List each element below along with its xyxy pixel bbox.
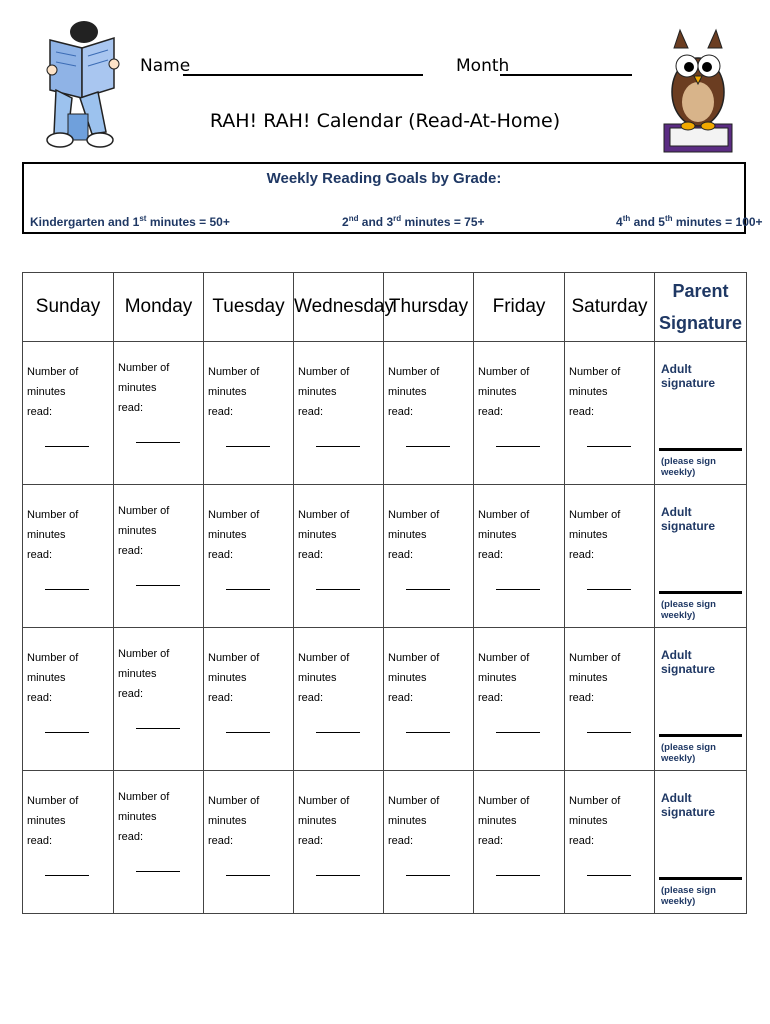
day-cell[interactable] bbox=[114, 628, 204, 771]
goal-45-a: 4 bbox=[616, 215, 623, 229]
minutes-read-label bbox=[569, 362, 655, 422]
minutes-label-line1: Number of minutes bbox=[388, 366, 440, 398]
week-row bbox=[23, 628, 747, 771]
header-saturday: Saturday bbox=[565, 273, 655, 342]
minutes-label-line2: read: bbox=[569, 406, 595, 418]
minutes-label-line1: Number of minutes bbox=[388, 795, 440, 827]
day-cell[interactable] bbox=[23, 485, 114, 628]
header-monday: Monday bbox=[114, 273, 204, 342]
minutes-read-label bbox=[208, 648, 294, 708]
header-tuesday: Tuesday bbox=[204, 273, 294, 342]
minutes-read-label bbox=[27, 791, 113, 851]
reading-calendar-table bbox=[22, 272, 747, 914]
minutes-read-label bbox=[208, 791, 294, 851]
minutes-label-line1: Number of minutes bbox=[478, 366, 530, 398]
day-cell[interactable] bbox=[474, 485, 565, 628]
day-cell[interactable] bbox=[565, 628, 655, 771]
minutes-blank-line[interactable] bbox=[406, 875, 450, 876]
goal-45-minutes: minutes = 100+ bbox=[672, 215, 763, 229]
parent-header-line1: Parent bbox=[672, 281, 729, 301]
day-cell[interactable] bbox=[565, 342, 655, 485]
minutes-blank-line[interactable] bbox=[316, 446, 360, 447]
minutes-label-line2: read: bbox=[569, 692, 595, 704]
minutes-blank-line[interactable] bbox=[406, 589, 450, 590]
adult-signature-label: Adult signature bbox=[661, 791, 716, 819]
minutes-label-line1: Number of minutes bbox=[478, 652, 530, 684]
minutes-label-line1: Number of minutes bbox=[298, 509, 350, 541]
parent-signature-cell[interactable] bbox=[655, 628, 747, 771]
minutes-label-line1: Number of minutes bbox=[388, 509, 440, 541]
minutes-read-label bbox=[478, 648, 564, 708]
minutes-blank-line[interactable] bbox=[45, 875, 89, 876]
minutes-blank-line[interactable] bbox=[496, 446, 540, 447]
minutes-label-line2: read: bbox=[27, 835, 53, 847]
minutes-blank-line[interactable] bbox=[226, 589, 270, 590]
minutes-label-line2: read: bbox=[298, 406, 324, 418]
minutes-label-line2: read: bbox=[298, 692, 324, 704]
day-cell[interactable] bbox=[384, 342, 474, 485]
day-cell[interactable] bbox=[23, 628, 114, 771]
minutes-label-line2: read: bbox=[27, 692, 53, 704]
adult-signature-label: Adult signature bbox=[661, 648, 716, 676]
goal-23-a: 2 bbox=[342, 215, 349, 229]
minutes-label-line2: read: bbox=[118, 545, 144, 557]
minutes-read-label bbox=[27, 648, 113, 708]
minutes-label-line2: read: bbox=[569, 835, 595, 847]
minutes-read-label bbox=[118, 501, 204, 561]
minutes-label-line2: read: bbox=[478, 549, 504, 561]
day-cell[interactable] bbox=[294, 771, 384, 914]
minutes-read-label bbox=[208, 362, 294, 422]
minutes-label-line2: read: bbox=[118, 688, 144, 700]
minutes-label-line2: read: bbox=[298, 549, 324, 561]
minutes-read-label bbox=[478, 362, 564, 422]
day-cell[interactable] bbox=[294, 485, 384, 628]
please-sign-note: (please sign weekly) bbox=[661, 885, 716, 907]
day-cell[interactable] bbox=[384, 771, 474, 914]
day-header-row bbox=[23, 273, 747, 342]
minutes-label-line1: Number of minutes bbox=[298, 652, 350, 684]
minutes-blank-line[interactable] bbox=[45, 446, 89, 447]
goal-k1-text: Kindergarten and 1 bbox=[30, 215, 140, 229]
day-cell[interactable] bbox=[204, 771, 294, 914]
goal-45-a-sup: th bbox=[622, 214, 631, 223]
header-parent-signature bbox=[655, 273, 747, 342]
adult-signature-label: Adult signature bbox=[661, 505, 716, 533]
goal-k1-minutes: minutes = 50+ bbox=[146, 215, 230, 229]
parent-signature-cell[interactable] bbox=[655, 771, 747, 914]
day-cell[interactable] bbox=[565, 485, 655, 628]
minutes-blank-line[interactable] bbox=[316, 589, 360, 590]
day-cell[interactable] bbox=[204, 485, 294, 628]
minutes-label-line1: Number of minutes bbox=[478, 795, 530, 827]
minutes-label-line2: read: bbox=[27, 549, 53, 561]
minutes-read-label bbox=[118, 644, 204, 704]
minutes-label-line1: Number of minutes bbox=[118, 362, 170, 394]
minutes-blank-line[interactable] bbox=[496, 875, 540, 876]
child-reading-book-icon bbox=[42, 18, 124, 154]
minutes-blank-line[interactable] bbox=[587, 446, 631, 447]
day-cell[interactable] bbox=[474, 342, 565, 485]
day-cell[interactable] bbox=[23, 771, 114, 914]
signature-line[interactable] bbox=[659, 591, 742, 594]
minutes-blank-line[interactable] bbox=[136, 442, 180, 443]
day-cell[interactable] bbox=[204, 628, 294, 771]
minutes-read-label bbox=[298, 362, 384, 422]
minutes-read-label bbox=[298, 505, 384, 565]
minutes-label-line2: read: bbox=[27, 406, 53, 418]
goal-45-mid: and 5 bbox=[630, 215, 665, 229]
minutes-read-label bbox=[298, 648, 384, 708]
goal-k1-sup: st bbox=[139, 214, 147, 223]
minutes-label-line2: read: bbox=[208, 406, 234, 418]
minutes-read-label bbox=[118, 358, 204, 418]
day-cell[interactable] bbox=[384, 485, 474, 628]
minutes-label-line1: Number of minutes bbox=[27, 509, 79, 541]
day-cell[interactable] bbox=[565, 771, 655, 914]
minutes-blank-line[interactable] bbox=[496, 732, 540, 733]
day-cell[interactable] bbox=[474, 771, 565, 914]
minutes-read-label bbox=[569, 505, 655, 565]
name-label: Name bbox=[140, 56, 191, 76]
adult-signature-label: Adult signature bbox=[661, 362, 716, 390]
please-sign-note: (please sign weekly) bbox=[661, 456, 716, 478]
minutes-label-line2: read: bbox=[388, 406, 414, 418]
minutes-blank-line[interactable] bbox=[406, 732, 450, 733]
minutes-blank-line[interactable] bbox=[316, 732, 360, 733]
minutes-label-line2: read: bbox=[208, 549, 234, 561]
minutes-blank-line[interactable] bbox=[316, 875, 360, 876]
header-thursday: Thursday bbox=[384, 273, 474, 342]
minutes-blank-line[interactable] bbox=[587, 589, 631, 590]
minutes-read-label bbox=[388, 505, 474, 565]
minutes-blank-line[interactable] bbox=[226, 446, 270, 447]
goal-23 bbox=[342, 214, 485, 229]
day-cell[interactable] bbox=[474, 628, 565, 771]
minutes-label-line1: Number of minutes bbox=[298, 366, 350, 398]
day-cell[interactable] bbox=[114, 342, 204, 485]
owl-with-book-icon bbox=[660, 26, 736, 156]
goal-k1 bbox=[30, 214, 230, 229]
minutes-read-label bbox=[388, 791, 474, 851]
minutes-label-line2: read: bbox=[388, 549, 414, 561]
goal-23-b-sup: rd bbox=[393, 214, 402, 223]
minutes-label-line2: read: bbox=[208, 835, 234, 847]
goal-45-b-sup: th bbox=[664, 214, 673, 223]
minutes-blank-line[interactable] bbox=[496, 589, 540, 590]
minutes-read-label bbox=[478, 505, 564, 565]
minutes-label-line1: Number of minutes bbox=[27, 795, 79, 827]
calendar-weeks bbox=[23, 342, 747, 914]
goal-23-minutes: minutes = 75+ bbox=[401, 215, 485, 229]
minutes-blank-line[interactable] bbox=[226, 875, 270, 876]
minutes-label-line1: Number of minutes bbox=[208, 509, 260, 541]
minutes-read-label bbox=[208, 505, 294, 565]
page-title: RAH! RAH! Calendar (Read-At-Home) bbox=[209, 110, 561, 132]
parent-signature-cell[interactable] bbox=[655, 342, 747, 485]
minutes-blank-line[interactable] bbox=[226, 732, 270, 733]
minutes-label-line2: read: bbox=[388, 835, 414, 847]
goal-45 bbox=[616, 214, 763, 229]
goal-23-mid: and 3 bbox=[358, 215, 394, 229]
signature-line[interactable] bbox=[659, 734, 742, 737]
minutes-label-line2: read: bbox=[478, 692, 504, 704]
day-cell[interactable] bbox=[384, 628, 474, 771]
minutes-label-line1: Number of minutes bbox=[118, 791, 170, 823]
day-cell[interactable] bbox=[204, 342, 294, 485]
minutes-label-line1: Number of minutes bbox=[27, 652, 79, 684]
please-sign-note: (please sign weekly) bbox=[661, 742, 716, 764]
minutes-label-line1: Number of minutes bbox=[27, 366, 79, 398]
minutes-blank-line[interactable] bbox=[136, 871, 180, 872]
minutes-read-label bbox=[569, 791, 655, 851]
minutes-read-label bbox=[298, 791, 384, 851]
minutes-label-line1: Number of minutes bbox=[569, 366, 621, 398]
minutes-read-label bbox=[27, 362, 113, 422]
week-row bbox=[23, 342, 747, 485]
minutes-label-line2: read: bbox=[118, 831, 144, 843]
header-friday: Friday bbox=[474, 273, 565, 342]
minutes-label-line2: read: bbox=[569, 549, 595, 561]
day-cell[interactable] bbox=[114, 771, 204, 914]
minutes-label-line2: read: bbox=[478, 406, 504, 418]
minutes-label-line2: read: bbox=[298, 835, 324, 847]
minutes-label-line2: read: bbox=[208, 692, 234, 704]
minutes-label-line1: Number of minutes bbox=[388, 652, 440, 684]
minutes-label-line1: Number of minutes bbox=[118, 648, 170, 680]
parent-header-line2: Signature bbox=[658, 313, 742, 333]
reading-goals-box bbox=[22, 162, 763, 234]
goals-title: Weekly Reading Goals by Grade: bbox=[266, 170, 502, 187]
minutes-label-line2: read: bbox=[478, 835, 504, 847]
name-field-line[interactable] bbox=[183, 74, 423, 76]
minutes-blank-line[interactable] bbox=[136, 585, 180, 586]
signature-line[interactable] bbox=[659, 448, 742, 451]
minutes-label-line2: read: bbox=[118, 402, 144, 414]
minutes-label-line1: Number of minutes bbox=[569, 795, 621, 827]
minutes-read-label bbox=[118, 787, 204, 847]
header-wednesday: Wednesday bbox=[294, 273, 384, 342]
day-cell[interactable] bbox=[114, 485, 204, 628]
minutes-read-label bbox=[569, 648, 655, 708]
minutes-label-line1: Number of minutes bbox=[569, 509, 621, 541]
minutes-read-label bbox=[388, 648, 474, 708]
month-field-line[interactable] bbox=[500, 74, 632, 76]
minutes-read-label bbox=[478, 791, 564, 851]
minutes-label-line1: Number of minutes bbox=[208, 652, 260, 684]
minutes-label-line1: Number of minutes bbox=[298, 795, 350, 827]
signature-line[interactable] bbox=[659, 877, 742, 880]
goal-23-a-sup: nd bbox=[348, 214, 359, 223]
header-sunday: Sunday bbox=[23, 273, 114, 342]
week-row bbox=[23, 485, 747, 628]
minutes-label-line2: read: bbox=[388, 692, 414, 704]
minutes-label-line1: Number of minutes bbox=[208, 795, 260, 827]
minutes-blank-line[interactable] bbox=[136, 728, 180, 729]
minutes-blank-line[interactable] bbox=[587, 875, 631, 876]
parent-signature-cell[interactable] bbox=[655, 485, 747, 628]
minutes-blank-line[interactable] bbox=[45, 732, 89, 733]
minutes-label-line1: Number of minutes bbox=[118, 505, 170, 537]
minutes-blank-line[interactable] bbox=[45, 589, 89, 590]
minutes-label-line1: Number of minutes bbox=[478, 509, 530, 541]
day-cell[interactable] bbox=[294, 628, 384, 771]
week-row bbox=[23, 771, 747, 914]
minutes-blank-line[interactable] bbox=[406, 446, 450, 447]
minutes-read-label bbox=[388, 362, 474, 422]
day-cell[interactable] bbox=[294, 342, 384, 485]
minutes-label-line1: Number of minutes bbox=[208, 366, 260, 398]
day-cell[interactable] bbox=[23, 342, 114, 485]
month-label: Month bbox=[456, 56, 510, 76]
minutes-label-line1: Number of minutes bbox=[569, 652, 621, 684]
minutes-read-label bbox=[27, 505, 113, 565]
minutes-blank-line[interactable] bbox=[587, 732, 631, 733]
please-sign-note: (please sign weekly) bbox=[661, 599, 716, 621]
